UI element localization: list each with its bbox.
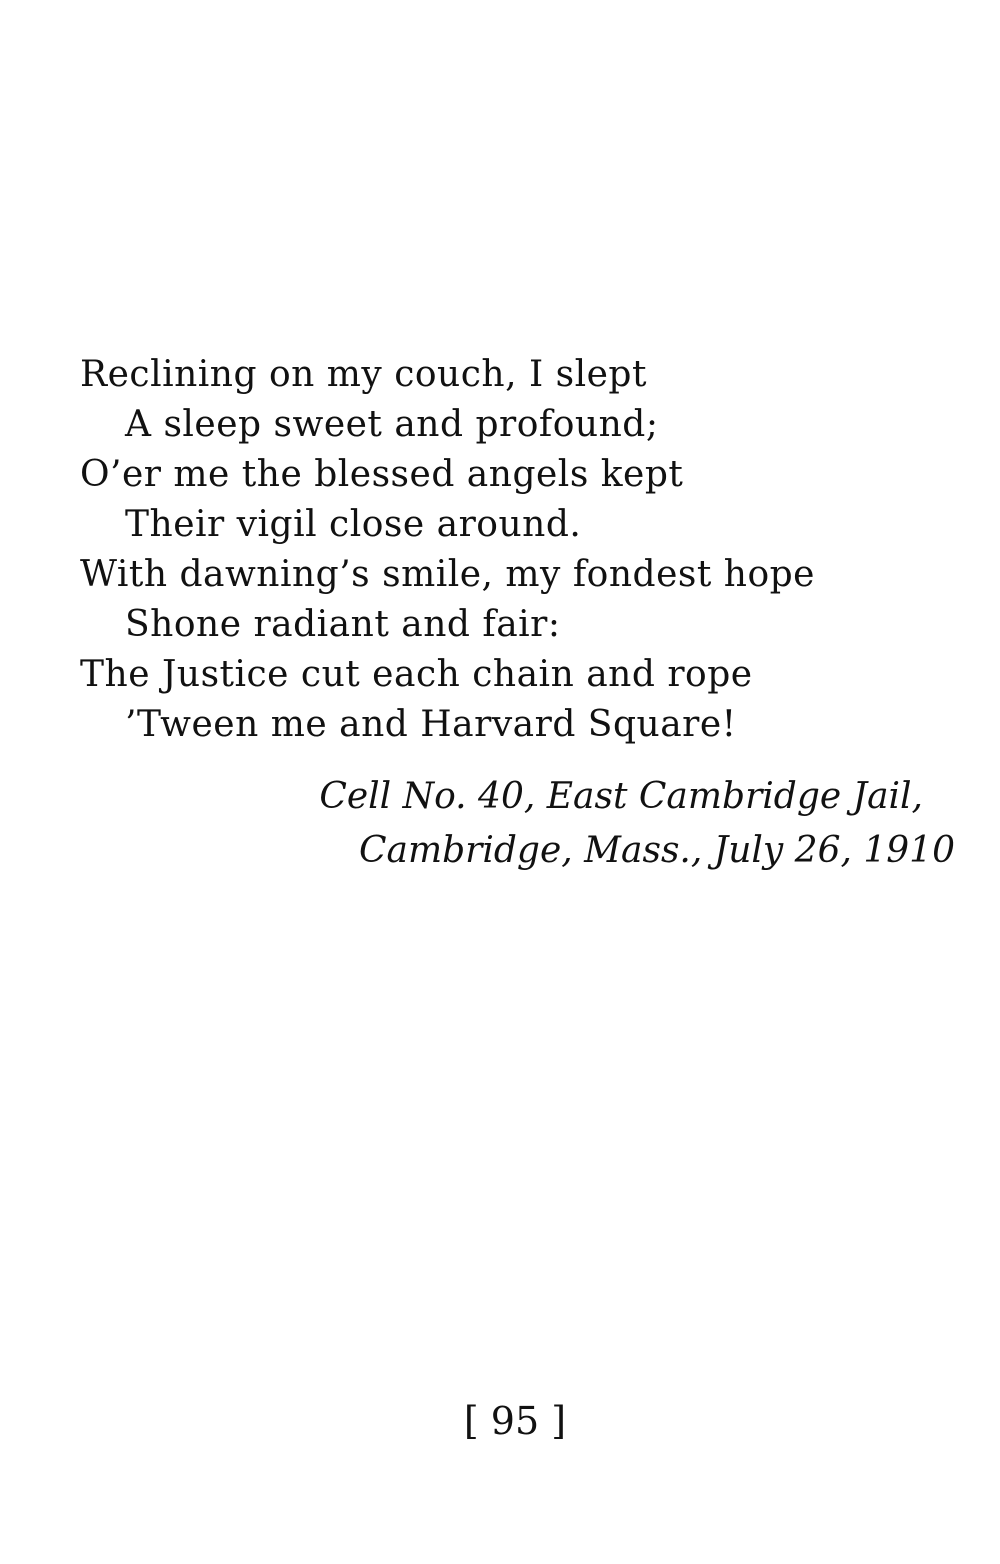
- poem-line: The Justice cut each chain and rope: [80, 654, 753, 695]
- poem-line: Shone radiant and fair:: [125, 604, 561, 645]
- poem-line: O’er me the blessed angels kept: [80, 454, 684, 495]
- page-number: [ 95 ]: [463, 1399, 567, 1443]
- poem: [80, 350, 960, 750]
- poem-line: ’Tween me and Harvard Square!: [125, 704, 737, 745]
- poem-line: A sleep sweet and profound;: [125, 404, 659, 445]
- poem-line: Reclining on my couch, I slept: [80, 354, 647, 395]
- signature-block: [0, 770, 955, 878]
- poem-line: With dawning’s smile, my fondest hope: [80, 554, 815, 595]
- poem-line: Their vigil close around.: [125, 504, 582, 545]
- signature-date: Cambridge, Mass., July 26, 1910: [358, 830, 955, 871]
- signature-location: Cell No. 40, East Cambridge Jail,: [319, 776, 923, 817]
